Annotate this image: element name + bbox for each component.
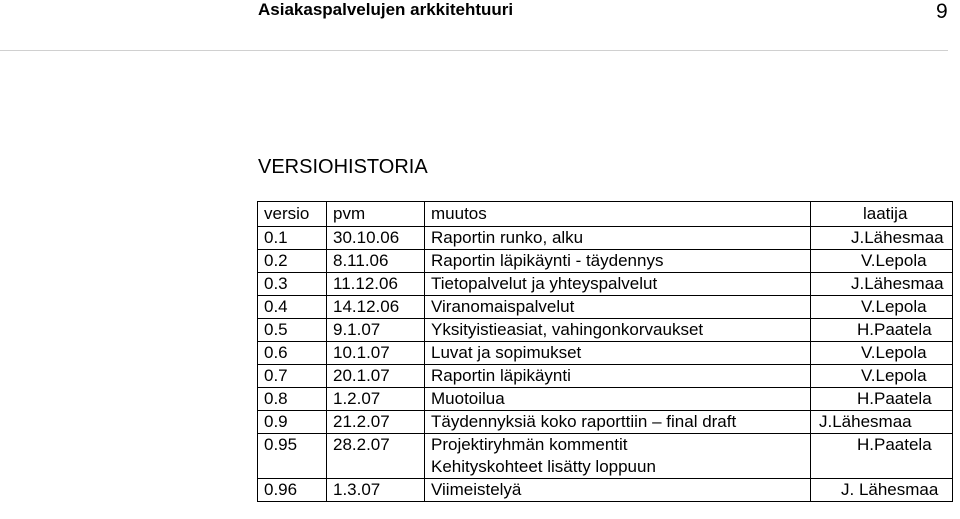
cell-muutos <box>425 434 811 479</box>
cell-pvm: 1.2.07 <box>327 388 425 411</box>
cell-pvm: 21.2.07 <box>327 411 425 434</box>
cell-versio: 0.9 <box>258 411 327 434</box>
table-row <box>258 227 953 250</box>
cell-muutos: Raportin runko, alku <box>425 227 811 250</box>
table-row <box>258 342 953 365</box>
column-header-versio: versio <box>258 202 327 227</box>
cell-laatija: V.Lepola <box>811 250 953 273</box>
table-row <box>258 388 953 411</box>
cell-versio: 0.1 <box>258 227 327 250</box>
column-header-laatija: laatija <box>811 202 953 227</box>
table-row <box>258 434 953 479</box>
cell-versio: 0.4 <box>258 296 327 319</box>
table-row <box>258 319 953 342</box>
cell-laatija: H.Paatela <box>811 319 953 342</box>
cell-pvm: 10.1.07 <box>327 342 425 365</box>
cell-muutos: Viimeistelyä <box>425 479 811 502</box>
cell-pvm: 28.2.07 <box>327 434 425 479</box>
table-row <box>258 479 953 502</box>
cell-muutos: Raportin läpikäynti <box>425 365 811 388</box>
cell-laatija: J. Lähesmaa <box>811 479 953 502</box>
table-row <box>258 411 953 434</box>
table-row <box>258 296 953 319</box>
cell-pvm: 30.10.06 <box>327 227 425 250</box>
table-row <box>258 273 953 296</box>
cell-laatija: H.Paatela <box>811 434 953 479</box>
cell-muutos-line-1: Projektiryhmän kommentit <box>431 435 628 454</box>
cell-versio: 0.8 <box>258 388 327 411</box>
section-title: VERSIOHISTORIA <box>258 156 428 178</box>
table-row <box>258 250 953 273</box>
column-header-muutos: muutos <box>425 202 811 227</box>
cell-laatija: J.Lähesmaa <box>811 273 953 296</box>
cell-muutos: Muotoilua <box>425 388 811 411</box>
cell-laatija: H.Paatela <box>811 388 953 411</box>
cell-pvm: 14.12.06 <box>327 296 425 319</box>
cell-muutos: Yksityistieasiat, vahingonkorvaukset <box>425 319 811 342</box>
page-number: 9 <box>936 0 948 23</box>
cell-laatija: V.Lepola <box>811 342 953 365</box>
cell-laatija: J.Lähesmaa <box>811 227 953 250</box>
header-divider <box>0 50 948 51</box>
cell-versio: 0.96 <box>258 479 327 502</box>
cell-muutos: Tietopalvelut ja yhteyspalvelut <box>425 273 811 296</box>
cell-laatija: J.Lähesmaa <box>811 411 953 434</box>
cell-muutos: Viranomaispalvelut <box>425 296 811 319</box>
cell-muutos: Raportin läpikäynti - täydennys <box>425 250 811 273</box>
table-header-row <box>258 202 953 227</box>
cell-pvm: 1.3.07 <box>327 479 425 502</box>
cell-pvm: 11.12.06 <box>327 273 425 296</box>
cell-muutos: Luvat ja sopimukset <box>425 342 811 365</box>
cell-pvm: 20.1.07 <box>327 365 425 388</box>
cell-muutos: Täydennyksiä koko raporttiin – final draft <box>425 411 811 434</box>
cell-pvm: 9.1.07 <box>327 319 425 342</box>
cell-versio: 0.3 <box>258 273 327 296</box>
cell-versio: 0.7 <box>258 365 327 388</box>
cell-versio: 0.95 <box>258 434 327 479</box>
cell-laatija: V.Lepola <box>811 365 953 388</box>
cell-versio: 0.6 <box>258 342 327 365</box>
column-header-pvm: pvm <box>327 202 425 227</box>
cell-versio: 0.5 <box>258 319 327 342</box>
cell-versio: 0.2 <box>258 250 327 273</box>
version-history-table <box>257 201 953 502</box>
cell-laatija: V.Lepola <box>811 296 953 319</box>
table-row <box>258 365 953 388</box>
document-header-title: Asiakaspalvelujen arkkitehtuuri <box>258 0 514 19</box>
cell-muutos-line-2: Kehityskohteet lisätty loppuun <box>431 457 656 476</box>
cell-pvm: 8.11.06 <box>327 250 425 273</box>
